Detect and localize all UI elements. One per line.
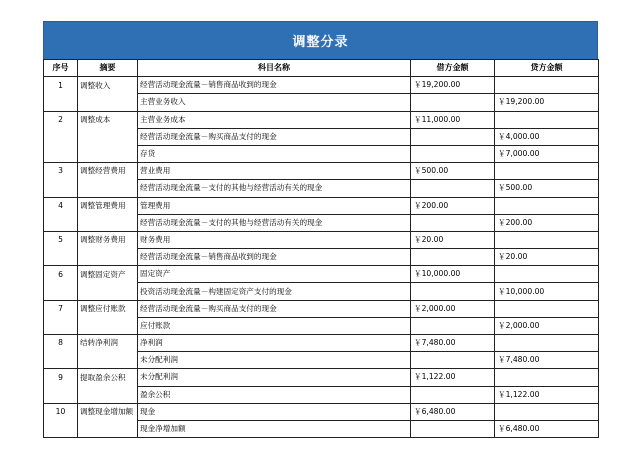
entry-number [44,386,78,403]
credit-amount [495,163,599,180]
entry-number [44,420,78,437]
adjusting-entries-sheet [43,21,598,438]
table-row [44,180,599,197]
credit-amount [495,197,599,214]
table-row [44,335,599,352]
entry-summary [78,145,138,162]
entry-summary [78,386,138,403]
account-name: 管理费用 [138,197,411,214]
credit-amount: ￥500.00 [495,180,599,197]
credit-amount [495,231,599,248]
entry-number: 4 [44,197,78,214]
table-row [44,94,599,111]
entry-summary [78,352,138,369]
credit-amount: ￥4,000.00 [495,128,599,145]
account-name: 应付账款 [138,317,411,334]
debit-amount: ￥7,480.00 [411,335,495,352]
entry-number [44,94,78,111]
table-row [44,300,599,317]
account-name: 主营业务成本 [138,111,411,128]
header-credit: 贷方金额 [495,60,599,77]
header-summary: 摘要 [78,60,138,77]
entry-summary [78,283,138,300]
entry-summary: 结转净利润 [78,335,138,352]
debit-amount [411,145,495,162]
table-row [44,145,599,162]
credit-amount [495,403,599,420]
entry-number [44,283,78,300]
entry-number [44,145,78,162]
entry-number: 6 [44,266,78,283]
entry-summary [78,420,138,437]
credit-amount [495,335,599,352]
entry-summary: 调整现金增加额 [78,403,138,420]
entry-number [44,249,78,266]
table-row [44,352,599,369]
entry-summary [78,94,138,111]
debit-amount: ￥6,480.00 [411,403,495,420]
debit-amount [411,317,495,334]
account-name: 固定资产 [138,266,411,283]
entry-number: 3 [44,163,78,180]
table-row [44,231,599,248]
credit-amount: ￥19,200.00 [495,94,599,111]
table-row [44,403,599,420]
table-row [44,128,599,145]
account-name: 营业费用 [138,163,411,180]
account-name: 经营活动现金流量－支付的其他与经营活动有关的现金 [138,180,411,197]
table-row [44,249,599,266]
table-row [44,163,599,180]
entry-summary: 提取盈余公积 [78,369,138,386]
credit-amount [495,369,599,386]
entry-number: 7 [44,300,78,317]
debit-amount [411,386,495,403]
entry-summary [78,249,138,266]
debit-amount: ￥200.00 [411,197,495,214]
entry-number: 2 [44,111,78,128]
account-name: 财务费用 [138,231,411,248]
account-name: 净利润 [138,335,411,352]
account-name: 经营活动现金流量－购买商品支付的现金 [138,128,411,145]
entry-summary: 调整经营费用 [78,163,138,180]
entry-summary: 调整管理费用 [78,197,138,214]
account-name: 经营活动现金流量－销售商品收到的现金 [138,77,411,94]
table-row [44,111,599,128]
table-row [44,214,599,231]
entry-summary [78,128,138,145]
account-name: 未分配利润 [138,352,411,369]
debit-amount: ￥500.00 [411,163,495,180]
entry-summary: 调整应付账款 [78,300,138,317]
credit-amount: ￥200.00 [495,214,599,231]
account-name: 投资活动现金流量－构建固定资产支付的现金 [138,283,411,300]
debit-amount [411,249,495,266]
entry-summary [78,180,138,197]
entries-body [44,77,599,438]
entry-number [44,128,78,145]
debit-amount [411,128,495,145]
debit-amount [411,420,495,437]
header-account: 科目名称 [138,60,411,77]
entry-number [44,214,78,231]
sheet-title: 调整分录 [43,21,598,59]
debit-amount: ￥11,000.00 [411,111,495,128]
table-row [44,317,599,334]
table-row [44,283,599,300]
debit-amount [411,214,495,231]
table-row [44,77,599,94]
account-name: 现金 [138,403,411,420]
header-row [44,60,599,77]
debit-amount: ￥19,200.00 [411,77,495,94]
debit-amount [411,180,495,197]
credit-amount [495,111,599,128]
entry-number [44,317,78,334]
credit-amount: ￥20.00 [495,249,599,266]
table-row [44,266,599,283]
entries-table [43,59,599,438]
credit-amount [495,77,599,94]
credit-amount [495,300,599,317]
entry-summary: 调整固定资产 [78,266,138,283]
debit-amount: ￥1,122.00 [411,369,495,386]
entry-summary: 调整成本 [78,111,138,128]
debit-amount [411,352,495,369]
debit-amount: ￥20.00 [411,231,495,248]
account-name: 经营活动现金流量－购买商品支付的现金 [138,300,411,317]
entry-number: 8 [44,335,78,352]
credit-amount [495,266,599,283]
header-no: 序号 [44,60,78,77]
credit-amount: ￥10,000.00 [495,283,599,300]
entry-summary [78,317,138,334]
debit-amount: ￥10,000.00 [411,266,495,283]
credit-amount: ￥1,122.00 [495,386,599,403]
account-name: 未分配利润 [138,369,411,386]
entry-summary: 调整收入 [78,77,138,94]
credit-amount: ￥6,480.00 [495,420,599,437]
entry-summary [78,214,138,231]
account-name: 盈余公积 [138,386,411,403]
table-row [44,420,599,437]
credit-amount: ￥7,480.00 [495,352,599,369]
account-name: 经营活动现金流量－支付的其他与经营活动有关的现金 [138,214,411,231]
table-row [44,386,599,403]
entry-number: 9 [44,369,78,386]
table-row [44,197,599,214]
entry-number: 1 [44,77,78,94]
header-debit: 借方金额 [411,60,495,77]
table-row [44,369,599,386]
entry-number: 5 [44,231,78,248]
debit-amount: ￥2,000.00 [411,300,495,317]
debit-amount [411,283,495,300]
account-name: 现金净增加额 [138,420,411,437]
account-name: 主营业务收入 [138,94,411,111]
entry-number [44,352,78,369]
entry-number [44,180,78,197]
entry-number: 10 [44,403,78,420]
entry-summary: 调整财务费用 [78,231,138,248]
account-name: 存货 [138,145,411,162]
debit-amount [411,94,495,111]
credit-amount: ￥7,000.00 [495,145,599,162]
account-name: 经营活动现金流量－销售商品收到的现金 [138,249,411,266]
credit-amount: ￥2,000.00 [495,317,599,334]
